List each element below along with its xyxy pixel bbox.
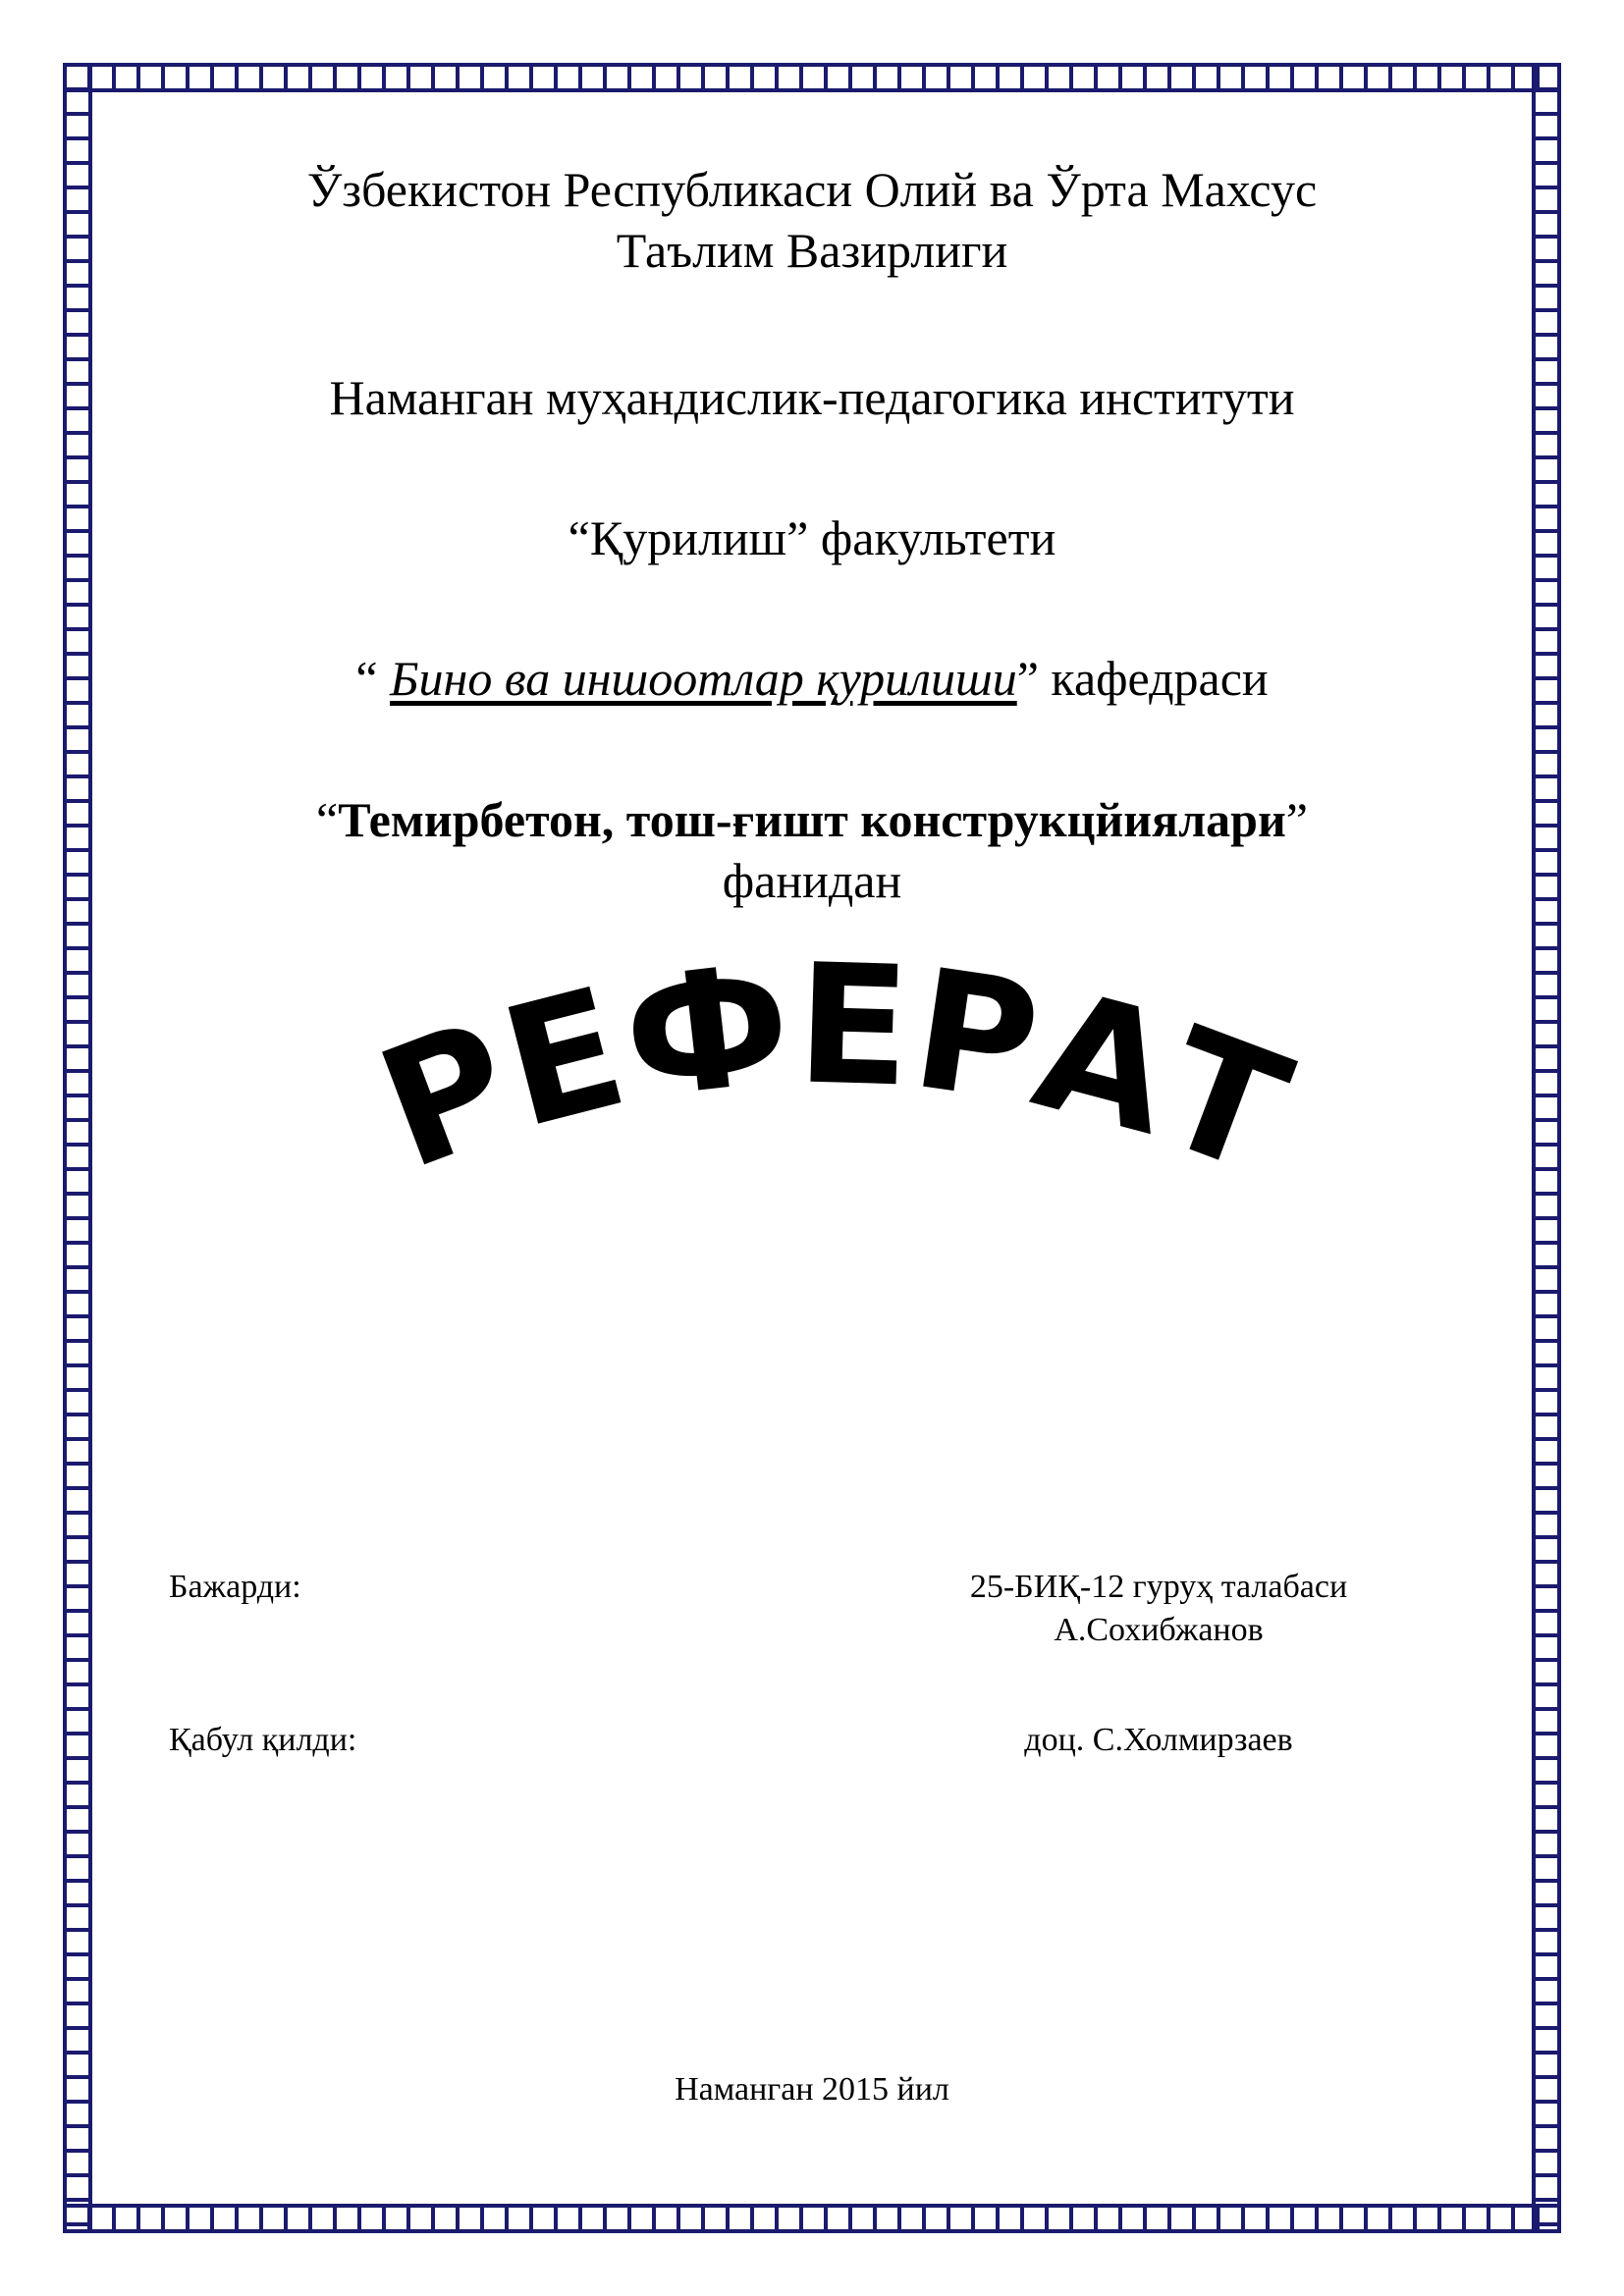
subject-name: Темирбетон, тош-ғишт конструкцйиялари xyxy=(338,792,1286,847)
accepted-label: Қабул қилди: xyxy=(169,1722,357,1758)
ministry-line-1: Ўзбекистон Республикаси Олий ва Ўрта Махсус xyxy=(306,162,1318,217)
institute-name: Наманган муҳандислик-педагогика институти xyxy=(329,370,1295,425)
subject-close-quote: ” xyxy=(1285,792,1308,847)
footer-city-year: Наманган 2015 йил xyxy=(675,2071,949,2108)
border-top xyxy=(63,63,1561,92)
border-bottom xyxy=(63,2204,1561,2233)
ministry-line-2: Таълим Вазирлиги xyxy=(616,223,1008,278)
ministry-heading xyxy=(147,159,1477,281)
performed-student: А.Сохибжанов xyxy=(1054,1612,1264,1648)
subject-block xyxy=(147,789,1477,911)
performed-label: Бажарди: xyxy=(169,1569,301,1605)
accepted-teacher: доц. С.Холмирзаев xyxy=(1024,1722,1293,1758)
subject-open-quote: “ xyxy=(316,792,339,847)
department-open-quote: “ xyxy=(355,651,391,706)
border-right xyxy=(1532,63,1561,2233)
performed-group: 25-БИҚ-12 гуруҳ талабаси xyxy=(969,1569,1348,1605)
department-line xyxy=(147,648,1477,709)
subject-suffix: фанидан xyxy=(722,853,902,908)
subject-line xyxy=(147,789,1477,850)
referat-word-path: РЕФЕРАТ xyxy=(355,927,1311,1211)
department-suffix: ” кафедраси xyxy=(1016,651,1269,706)
faculty-name: “Қурилиш” факультети xyxy=(568,510,1056,565)
department-name: Бино ва иншоотлар қурилиши xyxy=(390,651,1017,706)
referat-word xyxy=(356,927,1311,1210)
border-left xyxy=(63,63,92,2233)
